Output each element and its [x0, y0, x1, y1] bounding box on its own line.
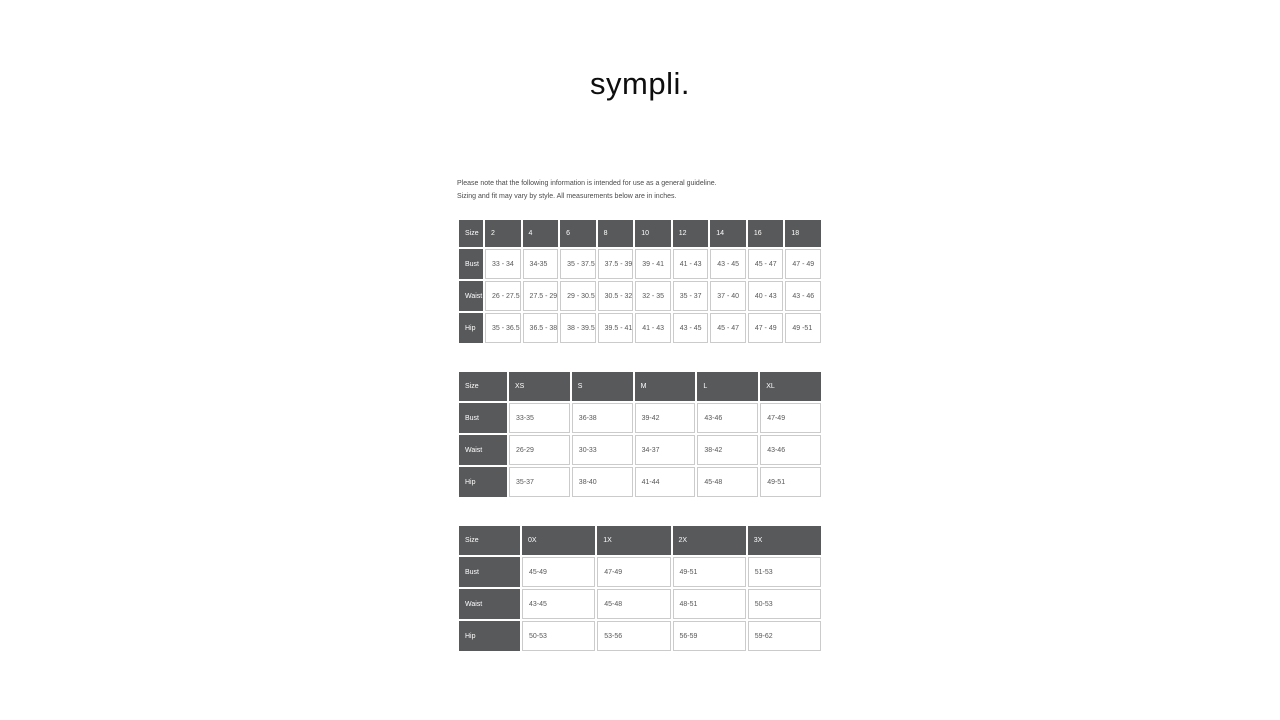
alpha-size-table: [457, 370, 823, 499]
size-header-cell: 1X: [597, 526, 670, 555]
measurement-cell: 39 - 41: [635, 249, 671, 279]
measurement-cell: 50-53: [748, 589, 821, 619]
measurement-cell: 34-35: [523, 249, 559, 279]
measurement-cell: 36.5 - 38: [523, 313, 559, 343]
measurement-cell: 35 - 36.5: [485, 313, 521, 343]
measurement-cell: 39-42: [635, 403, 696, 433]
measurement-cell: 45 - 47: [710, 313, 746, 343]
measurement-cell: 33 - 34: [485, 249, 521, 279]
size-header-cell: 8: [598, 220, 634, 247]
intro-line-1: Please note that the following information is intended for use as a general guideline.: [457, 180, 717, 187]
row-label-cell: Hip: [459, 467, 507, 497]
measurement-cell: 56-59: [673, 621, 746, 651]
measurement-cell: 45-48: [597, 589, 670, 619]
table-row: [459, 313, 821, 343]
measurement-cell: 51-53: [748, 557, 821, 587]
measurement-cell: 38-40: [572, 467, 633, 497]
row-label-cell: Waist: [459, 435, 507, 465]
measurement-cell: 30.5 - 32: [598, 281, 634, 311]
measurement-cell: 43 - 46: [785, 281, 821, 311]
measurement-cell: 38-42: [697, 435, 758, 465]
table-row: [459, 403, 821, 433]
table-row: [459, 589, 821, 619]
measurement-cell: 45-48: [697, 467, 758, 497]
size-header-cell: 14: [710, 220, 746, 247]
table-row: [459, 621, 821, 651]
measurement-cell: 35 - 37.5: [560, 249, 596, 279]
size-corner-cell: Size: [459, 220, 483, 247]
intro-line-2: Sizing and fit may vary by style. All measurements below are in inches.: [457, 193, 677, 200]
table-row: [459, 281, 821, 311]
measurement-cell: 48-51: [673, 589, 746, 619]
measurement-cell: 32 - 35: [635, 281, 671, 311]
size-header-cell: 3X: [748, 526, 821, 555]
intro-text: [457, 177, 717, 203]
measurement-cell: 49 -51: [785, 313, 821, 343]
brand-logo: sympli.: [590, 66, 690, 101]
row-label-cell: Hip: [459, 621, 520, 651]
measurement-cell: 40 - 43: [748, 281, 784, 311]
measurement-cell: 53-56: [597, 621, 670, 651]
size-header-cell: L: [697, 372, 758, 401]
measurement-cell: 43-45: [522, 589, 595, 619]
size-header-cell: 16: [748, 220, 784, 247]
table-row: [459, 435, 821, 465]
numeric-size-table: [457, 218, 823, 345]
measurement-cell: 41 - 43: [635, 313, 671, 343]
row-label-cell: Waist: [459, 589, 520, 619]
table-row: [459, 557, 821, 587]
measurement-cell: 29 - 30.5: [560, 281, 596, 311]
measurement-cell: 50-53: [522, 621, 595, 651]
row-label-cell: Waist: [459, 281, 483, 311]
alpha-sizes-grid: [457, 370, 823, 499]
measurement-cell: 37.5 - 39: [598, 249, 634, 279]
row-label-cell: Bust: [459, 249, 483, 279]
measurement-cell: 49-51: [673, 557, 746, 587]
measurement-cell: 45 - 47: [748, 249, 784, 279]
measurement-cell: 41 - 43: [673, 249, 709, 279]
row-label-cell: Bust: [459, 403, 507, 433]
size-header-cell: 18: [785, 220, 821, 247]
size-header-cell: 12: [673, 220, 709, 247]
measurement-cell: 35 - 37: [673, 281, 709, 311]
size-header-cell: 4: [523, 220, 559, 247]
table-row: [459, 467, 821, 497]
measurement-cell: 47 - 49: [748, 313, 784, 343]
measurement-cell: 30-33: [572, 435, 633, 465]
measurement-cell: 47-49: [597, 557, 670, 587]
measurement-cell: 59-62: [748, 621, 821, 651]
measurement-cell: 41-44: [635, 467, 696, 497]
measurement-cell: 34-37: [635, 435, 696, 465]
measurement-cell: 37 - 40: [710, 281, 746, 311]
header-row: [459, 526, 821, 555]
size-header-cell: 6: [560, 220, 596, 247]
size-corner-cell: Size: [459, 372, 507, 401]
table-row: [459, 249, 821, 279]
size-header-cell: 0X: [522, 526, 595, 555]
measurement-cell: 43 - 45: [673, 313, 709, 343]
measurement-cell: 26 - 27.5: [485, 281, 521, 311]
size-header-cell: M: [635, 372, 696, 401]
size-header-cell: XS: [509, 372, 570, 401]
row-label-cell: Bust: [459, 557, 520, 587]
measurement-cell: 26-29: [509, 435, 570, 465]
row-label-cell: Hip: [459, 313, 483, 343]
size-header-cell: 2X: [673, 526, 746, 555]
measurement-cell: 35-37: [509, 467, 570, 497]
measurement-cell: 39.5 - 41: [598, 313, 634, 343]
measurement-cell: 49-51: [760, 467, 821, 497]
size-header-cell: 10: [635, 220, 671, 247]
measurement-cell: 45-49: [522, 557, 595, 587]
size-header-cell: 2: [485, 220, 521, 247]
measurement-cell: 38 - 39.5: [560, 313, 596, 343]
size-header-cell: S: [572, 372, 633, 401]
plus-sizes-grid: [457, 524, 823, 653]
size-header-cell: XL: [760, 372, 821, 401]
header-row: [459, 220, 821, 247]
plus-size-table: [457, 524, 823, 653]
measurement-cell: 47 - 49: [785, 249, 821, 279]
measurement-cell: 43-46: [697, 403, 758, 433]
measurement-cell: 27.5 - 29: [523, 281, 559, 311]
size-corner-cell: Size: [459, 526, 520, 555]
measurement-cell: 36-38: [572, 403, 633, 433]
measurement-cell: 43-46: [760, 435, 821, 465]
measurement-cell: 33-35: [509, 403, 570, 433]
measurement-cell: 43 - 45: [710, 249, 746, 279]
header-row: [459, 372, 821, 401]
numeric-sizes-grid: [457, 218, 823, 345]
measurement-cell: 47-49: [760, 403, 821, 433]
